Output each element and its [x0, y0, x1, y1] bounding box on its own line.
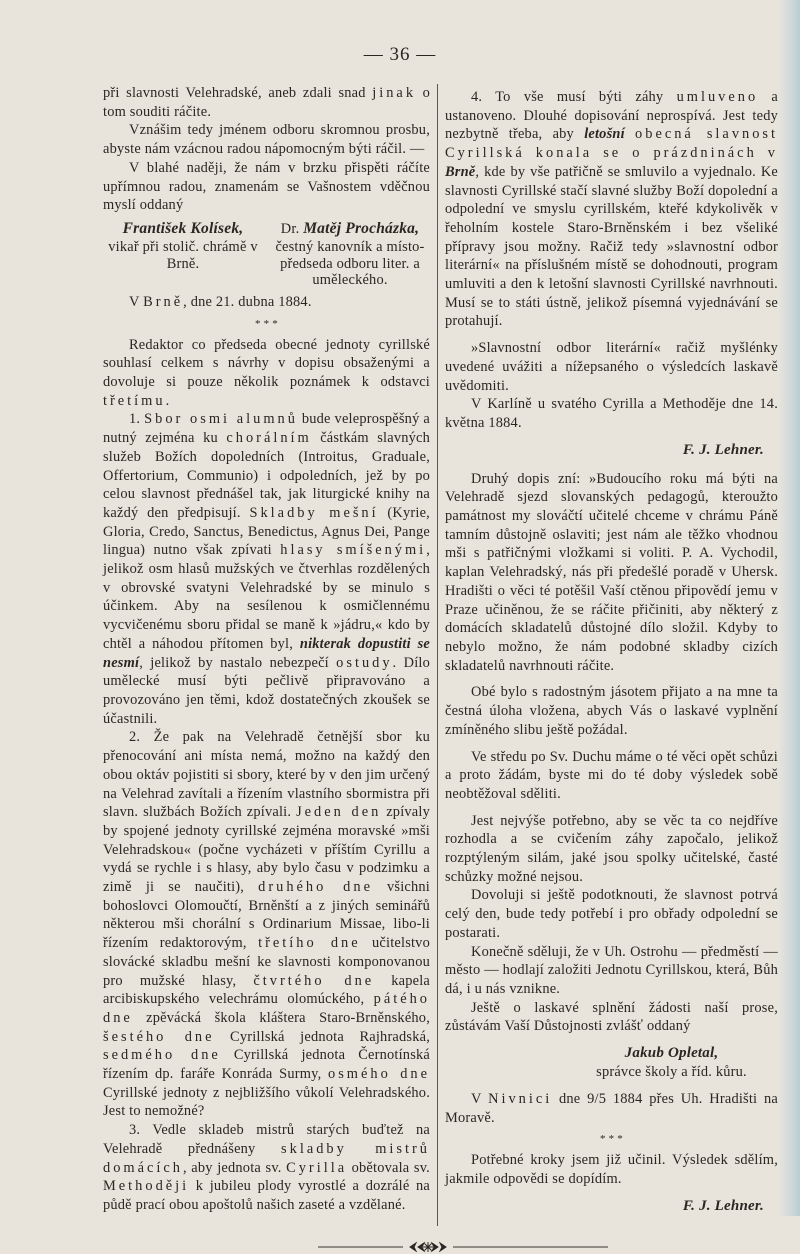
spaced-emphasis: Methoději: [103, 1178, 190, 1195]
text-run: (Kyrie, Gloria, Credo, Sanctus, Benedictus, Agnus Dei, Pange lingua) nutno však zpívati: [103, 504, 430, 559]
spaced-emphasis: Nivnici: [488, 1091, 553, 1108]
spaced-emphasis: osmého dne: [328, 1066, 430, 1083]
left-column: [103, 84, 437, 1226]
paragraph: [445, 1151, 778, 1188]
text-run: 1.: [129, 411, 145, 428]
signature-kolisek: [103, 221, 263, 289]
text-run: a ustanoveno. Dlouhé dopisování neprospívá. Jest tedy nezbytně třeba, aby: [445, 89, 779, 143]
date-line: [445, 1090, 778, 1127]
text-run: Ve středu po Sv. Duchu máme o té věci opět schůzi a proto žádám, byste mi do té doby výsledek sobě neobtěžoval sděliti.: [445, 748, 778, 802]
signature-prefix: Dr.: [280, 220, 304, 237]
spaced-emphasis: jinak: [372, 85, 417, 101]
spaced-emphasis: druhého dne: [258, 879, 373, 896]
text-run: kapela arcibiskupského velechrámu olomúckého,: [103, 972, 430, 1008]
text-run: Cyrillské jednoty z nejbližšího vůkolí Velehradského. Jest to nemožné?: [103, 1084, 430, 1120]
paragraph: [445, 886, 778, 942]
page-body: [103, 84, 778, 1254]
spaced-emphasis: Cyrilla: [286, 1159, 348, 1176]
paragraph: [103, 121, 430, 158]
signature-title: vikař při stolič. chrámě v Brně.: [108, 239, 258, 272]
signature-title: správce školy a říd. kůru.: [596, 1064, 747, 1081]
text-run: 2. Že pak na Velehradě četnější sbor ku přenocování ani místa nemá, možno na každý den obou oktáv pojistiti si sbory, které by v den jim určený na Velehrad zavítali a řízením vlastního sbormistra při slavn. službách Božích zpívali.: [103, 729, 430, 821]
paragraph: [103, 84, 430, 121]
spaced-emphasis: ostudy: [336, 654, 393, 671]
text-run: Redaktor co předseda obecné jednoty cyrillské souhlasí celkem s návrhy v dopisu obsaženými a dovoluje si pouze několik poznámek k odstavci: [103, 336, 430, 391]
text-run: zpívaly by spojené jednoty cyrillské zejména moravské »mši Velehradskou« (počne vycházeti v příštím Cyrillu a vydá se rychle i s hlasy, aby bylo času v podzimku a zimě ji se naučiti),: [103, 804, 430, 896]
paragraph: [103, 410, 430, 728]
ornament-divider-icon: [318, 1240, 608, 1254]
text-run: Konečně sděluji, že v Uh. Ostrohu — předměstí — město — hodlají založiti Jednotu Cyrillskou, která, Bůh dá, i u nás vznikne.: [445, 943, 778, 997]
spaced-emphasis: Jeden den: [296, 804, 382, 821]
italic-emphasis: nikterak dopustiti se nesmí: [103, 635, 431, 671]
text-run: částkám slavných služeb Božích dopoledních (Introitus, Graduale, Offertorium, Communio) i odpoledních, jež by po celou slavnost přednášel tak, jak liturgické knihy na každý den předpisují.: [103, 430, 430, 521]
text-run: . Dílo umělecké musí býti pečlivě připravováno a provozováno jen těmi, kdož dostatečných zkoušek se účastnili.: [103, 654, 430, 727]
text-run: Cyrillská jednota Rajhradská,: [214, 1028, 430, 1045]
text-run: o tom souditi ráčite.: [103, 85, 430, 120]
spaced-emphasis: třetího dne: [258, 935, 361, 952]
signature-opletal: [565, 1044, 778, 1082]
paragraph: [103, 1121, 430, 1215]
spaced-emphasis: sedmého dne: [103, 1047, 221, 1064]
asterism: * * *: [600, 1133, 623, 1146]
spaced-emphasis: šestého dne: [103, 1028, 215, 1045]
text-run: dne 9/5 1884 přes Uh. Hradišti na Moravě.: [445, 1091, 778, 1126]
text-run: při slavnosti Velehradské, aneb zdali snad: [103, 85, 373, 101]
text-run: V: [471, 1091, 489, 1108]
paragraph: [445, 943, 778, 999]
text-run: .: [165, 392, 170, 409]
spaced-emphasis: skladby mistrů domácích: [103, 1140, 430, 1176]
spaced-emphasis: hlasy smíšenými: [280, 542, 427, 559]
paragraph: [445, 395, 778, 432]
spaced-emphasis: chorálním: [226, 430, 312, 447]
right-column: [438, 84, 778, 1226]
paragraph: [445, 683, 778, 739]
italic-emphasis: Brně: [445, 163, 476, 180]
ornament-row: [103, 1240, 778, 1254]
paragraph: [445, 339, 778, 395]
text-run: V: [129, 293, 144, 310]
page-number: — 36 —: [363, 44, 437, 65]
text-run: zpěvácká škola kláštera Staro-Brněnského,: [132, 1009, 430, 1026]
text-run: Potřebné kroky jsem již učinil. Výsledek sdělím, jakmile odpovědi se dopídím.: [445, 1152, 778, 1188]
text-run: »Slavnostní odbor literární« račiž myšlénky uvedené uvážiti a nížepsaného o výsledcích laskavě uvědomiti.: [445, 340, 778, 394]
text-run: Dovoluji si ještě podotknouti, že slavnost potrvá celý den, bude tedy potřebí i pro obřady odpolední se postarati.: [445, 887, 778, 941]
paragraph: [103, 159, 430, 215]
text-run: Jest nejvýše potřebno, aby se věc ta co nejdříve rozhodla a se cvičením záhy započalo, jelikož rozptýleným silám, jaké jsou spolky učitelské, časté schůzky možné nejsou.: [445, 812, 778, 885]
spaced-emphasis: pátého dne: [103, 991, 430, 1026]
text-run: Obé bylo s radostným jásotem přijato a na mne ta čestná úloha vložena, abych Vás o laskavé vyplnění zmíněného slibu ještě požádal.: [445, 684, 778, 738]
paragraph: [445, 470, 778, 676]
signature-lehner: F. J. Lehner.: [682, 1197, 764, 1214]
text-run: Ještě o laskavé splnění žádosti naší prose, zůstávám Vaší Důstojnosti zvlášť oddaný: [445, 999, 778, 1035]
columns: [103, 84, 778, 1226]
spaced-emphasis: Skladby mešní: [249, 504, 379, 521]
signature-name: Jakub Opletal,: [624, 1045, 719, 1062]
signature-name: František Kolísek,: [122, 219, 244, 237]
signature-lehner: F. J. Lehner.: [682, 441, 764, 458]
paragraph: [445, 88, 778, 331]
text-run: učitelstvo slovácké skladbu mešní ke slavnosti komponovanou pro mužské hlasy,: [103, 935, 430, 989]
paragraph: [103, 336, 430, 411]
signatures: [103, 221, 430, 289]
asterism: * * *: [255, 317, 278, 330]
text-run: Cyrillská jednota Černotínská řízením dp. faráře Konráda Surmy,: [103, 1047, 430, 1083]
text-run: , jelikož by nastalo nebezpečí: [139, 654, 337, 671]
italic-emphasis: letošní: [584, 126, 625, 143]
text-run: k jubileu plody vyrostlé a dozrálé na půdě prací obou apoštolů našich zaseté a vzdělané.: [103, 1178, 430, 1213]
text-run: Druhý dopis zní: »Budoucího roku má býti na Velehradě sjezd slovanských pedagogů, kteroužto památnost my slováčtí učitelé chceme v chrámu Páně tamním důstojně oslaviti; jest nám ale těžko vhodnou mši s patřičnými vložkami si voliti. P. A. Vychodil, kaplan Velehradský, nás při předešlé poradě v Uhersk. Hradišti o věci té potěšil Vaší ctěnou připovědí jemu v Praze učiněnou, že se ráčite přičiniti, aby některý z domácích skladatelů důstojné dílo složil. Kdyby to nebylo možno, že nám podobné skladby cizích skladatelů navrhnouti ráčite.: [445, 470, 778, 674]
text-run: všichni bohoslovci Olomoučtí, Brněnští a z jiných seminářů některou mši chorální s Ordinarium Missae, libo-li řízením redaktorovým,: [103, 879, 430, 952]
signature-name: Matěj Procházka,: [303, 219, 420, 237]
paragraph: [445, 812, 778, 887]
text-run: , aby jednota sv.: [182, 1159, 287, 1176]
date-line: [103, 293, 430, 312]
text-run: V Karlíně u svatého Cyrilla a Methoděje dne 14. května 1884.: [445, 396, 778, 431]
text-run: [625, 126, 635, 142]
text-run: 4. To vše musí býti záhy: [471, 89, 677, 105]
text-run: , jelikož osm hlasů mužských ve čtverhlas rozdělených v obrovské svatyni Velehradské by se minulo s účinkem. Aby na sesílenou k osmičlennému vycvičenému sboru přidal se maně k »jádru,« kdo by chtěl a náhodou přítomen byl,: [103, 542, 430, 652]
spaced-emphasis: Brně: [143, 293, 184, 310]
text-run: 3. Vedle skladeb mistrů starých buďtež na Velehradě přednášeny: [103, 1122, 430, 1157]
paragraph: [445, 999, 778, 1036]
text-run: bude veleprospěšný a nutný zejména ku: [103, 411, 430, 447]
text-run: , dne 21. dubna 1884.: [183, 293, 312, 310]
spaced-emphasis: Sbor osmi alumnů: [144, 411, 298, 428]
paragraph: [103, 728, 430, 1121]
spaced-emphasis: umluveno: [676, 89, 759, 105]
text-run: obětovala sv.: [347, 1159, 430, 1176]
text-run: V blahé naději, že nám v brzku přispěti ráčíte upřímnou radou, znamenám se Vašnostem vděčnou myslí oddaný: [103, 159, 430, 214]
spaced-emphasis: čtvrtého dne: [253, 972, 375, 989]
page-edge: [778, 0, 800, 1216]
spaced-emphasis: třetímu: [103, 392, 166, 409]
spaced-emphasis: obecná slavnost Cyrillská konala se o prázdninách v: [445, 126, 779, 162]
text-run: , kde by vše patřičně se smluvilo a vyjednalo. Ke slavnosti Cyrillské stačí slavné služby Boží dopolední a odpolední ve smyslu cyrillském, kteřé kdykolivěk v řeholním kostele Staro-Brněnském i bez všeliké přípravy jsou možny. Račiž tedy »slavnostní odbor literární« na příslušném místě se dohodnouti, program umluviti a den k letošní slavnosti Cyrillské navrhnouti. Musí se to státi ústně, jelikož písemná vyjednávání se protahují.: [445, 163, 778, 330]
paragraph: [445, 748, 778, 804]
text-run: Vznášim tedy jménem odboru skromnou prosbu, abyste nám vzácnou radou nápomocným býti ráčil. —: [103, 122, 430, 158]
signature-prochazka: [270, 221, 430, 289]
signature-title: čestný kanovník a místo-předseda odboru liter. a uměleckého.: [275, 239, 425, 289]
